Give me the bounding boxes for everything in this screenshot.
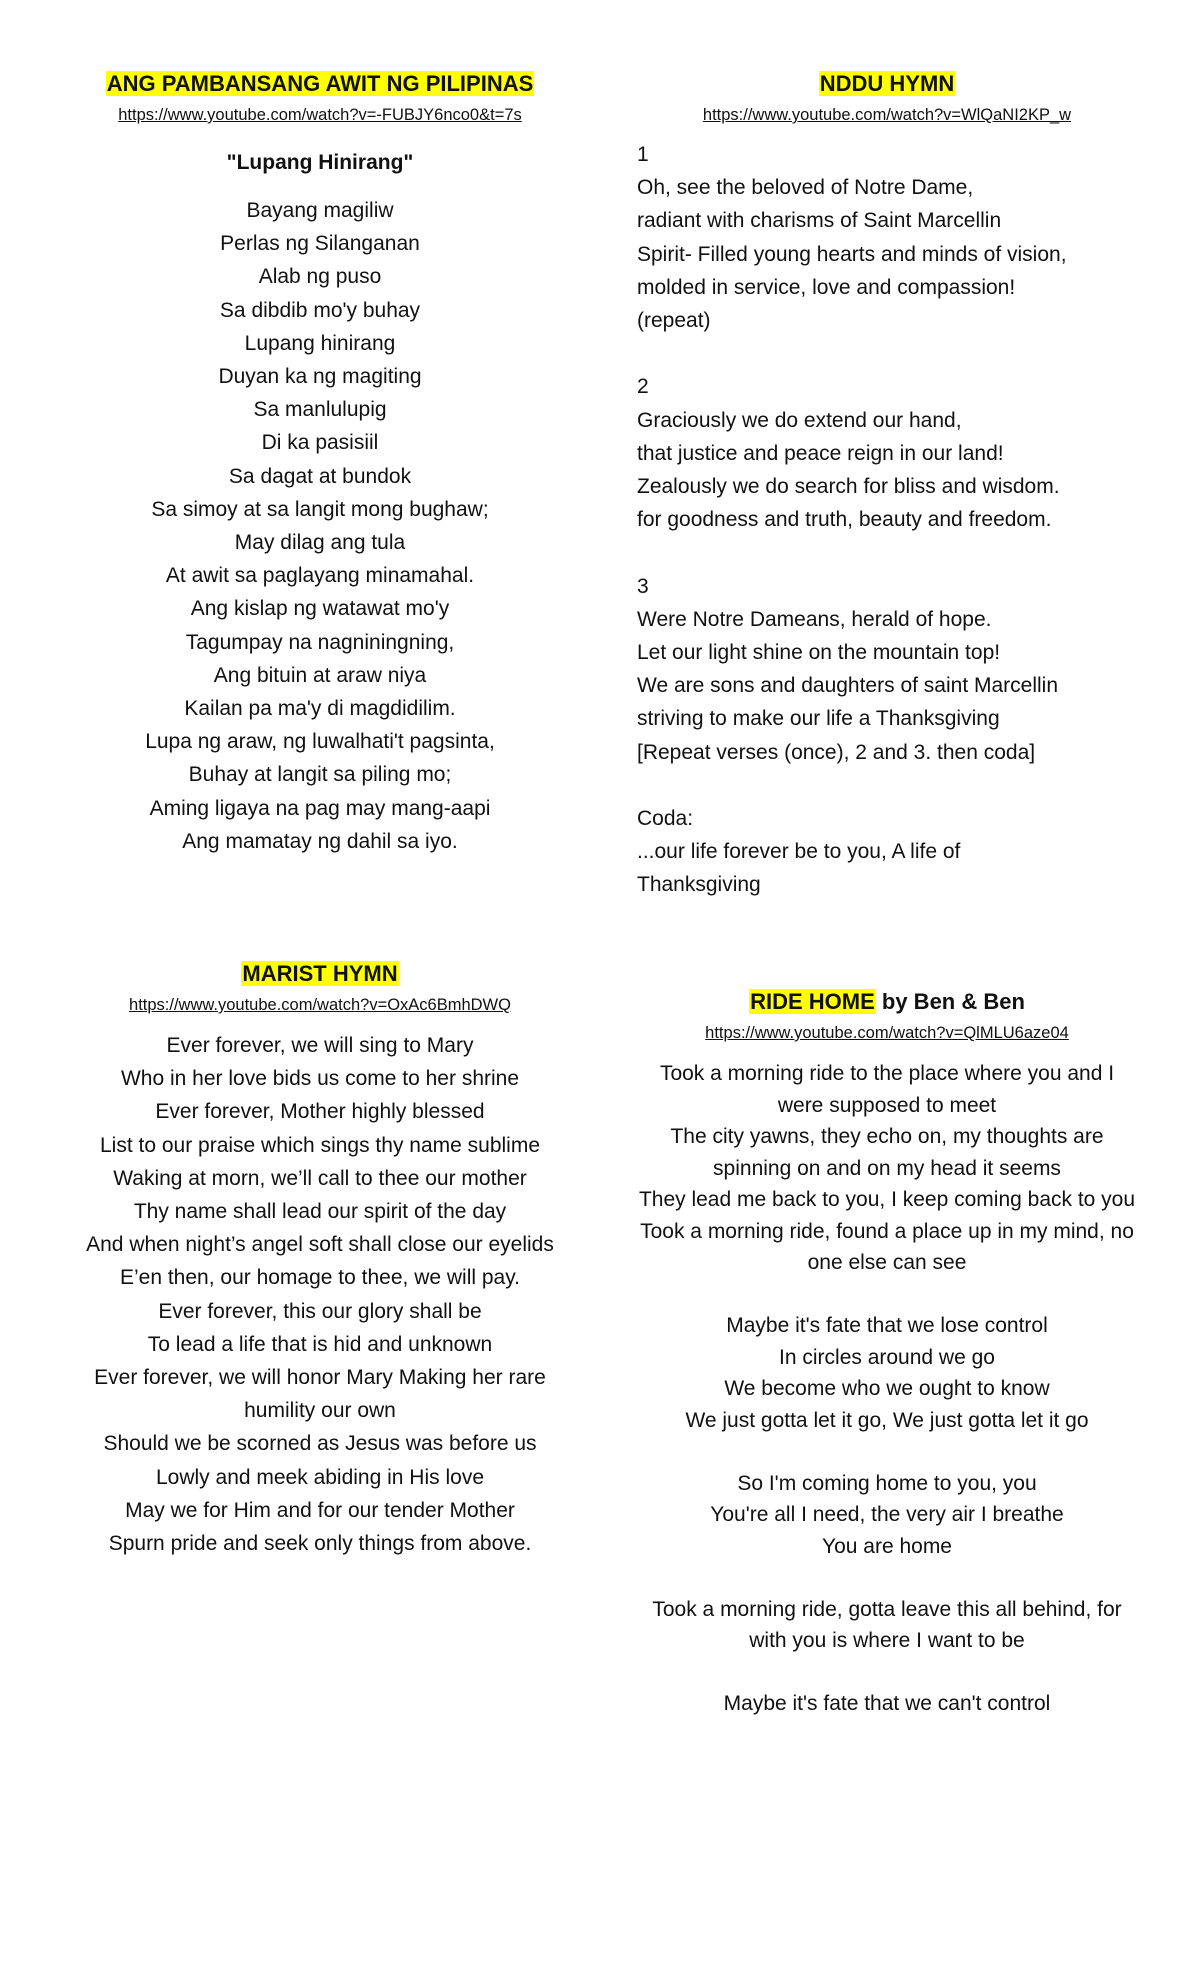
lyric-line: Duyan ka ng magiting xyxy=(218,365,422,389)
lyric-line: Lowly and meek abiding in His love xyxy=(155,1465,484,1489)
stanza-gap xyxy=(637,1657,1137,1689)
lyric-line: Tagumpay na nagniningning, xyxy=(185,630,455,654)
anthem-section xyxy=(62,70,578,858)
marist-title-highlight: MARIST HYMN xyxy=(242,961,398,986)
lyric-line: You're all I need, the very air I breathe xyxy=(710,1503,1064,1526)
lyric-line: Ever forever, we will sing to Mary xyxy=(166,1034,474,1057)
lyric-line: 2 xyxy=(637,375,649,399)
lyric-line: E’en then, our homage to thee, we will pay. xyxy=(119,1266,520,1290)
lyric-line: Zealously we do search for bliss and wisdom. xyxy=(637,475,1060,499)
lyric-line: Spurn pride and seek only things from above. xyxy=(108,1532,532,1556)
ridehome-section xyxy=(637,988,1137,1720)
lyric-line: Coda: xyxy=(637,807,694,831)
lyric-line: Graciously we do extend our hand, xyxy=(637,408,962,432)
lyric-line: Thy name shall lead our spirit of the day xyxy=(133,1200,507,1224)
lyric-line: Di ka pasisiil xyxy=(261,431,379,455)
anthem-youtube-link[interactable]: https://www.youtube.com/watch?v=-FUBJY6nco0&t=7s xyxy=(118,106,522,124)
nddu-lyrics xyxy=(637,138,1137,902)
lyric-line: Perlas ng Silanganan xyxy=(220,232,420,256)
lyric-line: Ever forever, we will honor Mary Making her rare humility our own xyxy=(94,1366,546,1423)
lyric-line: Ang bituin at araw niya xyxy=(213,663,427,687)
lyric-line: The city yawns, they echo on, my thoughts are spinning on and on my head it seems xyxy=(670,1125,1104,1180)
lyric-line: Bayang magiliw xyxy=(246,199,394,222)
lyric-line: Thanksgiving xyxy=(637,873,761,897)
lyric-line: Alab ng puso xyxy=(258,265,382,289)
lyric-line: And when night’s angel soft shall close our eyelids xyxy=(86,1233,554,1257)
lyric-line: To lead a life that is hid and unknown xyxy=(147,1332,493,1356)
lyric-line: Let our light shine on the mountain top! xyxy=(637,641,1001,665)
lyric-line: Took a morning ride, gotta leave this all behind, for with you is where I want to be xyxy=(652,1597,1122,1652)
lyric-line: Lupang hinirang xyxy=(244,331,396,355)
anthem-lyrics xyxy=(62,194,578,858)
stanza-gap xyxy=(637,1279,1137,1311)
nddu-title xyxy=(637,70,1137,98)
lyric-line: Waking at morn, we’ll call to thee our mother xyxy=(113,1166,527,1190)
lyric-line: You are home xyxy=(822,1534,952,1558)
nddu-title-highlight: NDDU HYMN xyxy=(819,71,955,96)
lyric-line: We just gotta let it go, We just gotta let it go xyxy=(685,1408,1089,1432)
lyric-line: We become who we ought to know xyxy=(724,1377,1050,1400)
nddu-youtube-link[interactable]: https://www.youtube.com/watch?v=WlQaNI2KP_w xyxy=(702,106,1072,124)
lyric-line: We are sons and daughters of saint Marcellin xyxy=(637,674,1059,698)
lyric-line: So I'm coming home to you, you xyxy=(737,1471,1037,1495)
lyric-line: [Repeat verses (once), 2 and 3. then coda] xyxy=(637,740,1036,764)
ridehome-title-highlight: RIDE HOME xyxy=(750,989,875,1014)
lyric-line: Sa manlulupig xyxy=(253,398,387,422)
lyric-line: Sa dibdib mo'y buhay xyxy=(219,298,421,322)
anthem-title-highlight: ANG PAMBANSANG AWIT NG PILIPINAS xyxy=(106,71,534,96)
lyric-line: Ever forever, this our glory shall be xyxy=(158,1299,482,1323)
lyric-line: ...our life forever be to you, A life of xyxy=(637,840,961,864)
lyric-line: Who in her love bids us come to her shrine xyxy=(120,1067,520,1091)
lyric-line: Sa dagat at bundok xyxy=(228,464,412,488)
stanza-gap xyxy=(637,769,1137,802)
ridehome-lyrics xyxy=(637,1058,1137,1720)
lyric-line: Lupa ng araw, ng luwalhati't pagsinta, xyxy=(145,730,495,754)
stanza-gap xyxy=(637,1562,1137,1594)
lyric-line: May dilag ang tula xyxy=(234,531,406,555)
lyric-line: 3 xyxy=(637,574,649,598)
lyric-line: At awit sa paglayang minamahal. xyxy=(165,564,475,588)
marist-youtube-link[interactable]: https://www.youtube.com/watch?v=OxAc6BmhDWQ xyxy=(129,996,511,1014)
stanza-gap xyxy=(637,536,1137,569)
lyric-line: radiant with charisms of Saint Marcellin xyxy=(637,209,1002,233)
lyric-line: Aming ligaya na pag may mang-aapi xyxy=(149,796,491,820)
lyric-line: molded in service, love and compassion! xyxy=(637,275,1016,299)
ridehome-youtube-link[interactable]: https://www.youtube.com/watch?v=QlMLU6aze04 xyxy=(705,1024,1069,1042)
marist-lyrics xyxy=(62,1029,578,1560)
lyric-line: Buhay at langit sa piling mo; xyxy=(188,763,452,787)
marist-title xyxy=(62,960,578,988)
lyric-line: Sa simoy at sa langit mong bughaw; xyxy=(151,497,489,521)
lyric-line: Took a morning ride to the place where you and I were supposed to meet xyxy=(659,1062,1115,1117)
ridehome-byline: by Ben & Ben xyxy=(881,989,1025,1014)
lyric-line: Maybe it's fate that we can't control xyxy=(723,1692,1051,1715)
lyric-line: Kailan pa ma'y di magdidilim. xyxy=(184,697,456,721)
lyric-line: Ang mamatay ng dahil sa iyo. xyxy=(182,829,458,853)
anthem-subtitle: "Lupang Hinirang" xyxy=(226,151,414,174)
lyric-line: List to our praise which sings thy name sublime xyxy=(99,1133,541,1157)
lyric-line: (repeat) xyxy=(637,309,711,333)
marist-section xyxy=(62,960,578,1560)
lyric-line: Oh, see the beloved of Notre Dame, xyxy=(637,176,974,200)
lyric-line: Took a morning ride, found a place up in my mind, no one else can see xyxy=(640,1219,1134,1274)
lyric-line: May we for Him and for our tender Mother xyxy=(125,1498,515,1522)
ridehome-title xyxy=(637,988,1137,1016)
lyric-line: Were Notre Dameans, herald of hope. xyxy=(637,607,992,631)
lyric-line: Spirit- Filled young hearts and minds of vision, xyxy=(637,242,1067,266)
lyric-line: that justice and peace reign in our land! xyxy=(637,441,1004,465)
lyric-line: Ever forever, Mother highly blessed xyxy=(155,1100,485,1124)
nddu-section xyxy=(637,70,1137,902)
lyric-line: They lead me back to you, I keep coming back to you xyxy=(638,1188,1136,1211)
lyric-line: Should we be scorned as Jesus was before us xyxy=(103,1432,537,1456)
lyric-line: Maybe it's fate that we lose control xyxy=(726,1314,1048,1337)
stanza-gap xyxy=(637,337,1137,370)
anthem-title xyxy=(62,70,578,98)
stanza-gap xyxy=(637,1436,1137,1468)
lyric-line: Ang kislap ng watawat mo'y xyxy=(190,597,450,621)
lyric-line: for goodness and truth, beauty and freedom. xyxy=(637,508,1052,532)
lyric-line: striving to make our life a Thanksgiving xyxy=(637,707,1000,731)
lyric-line: 1 xyxy=(637,143,649,166)
lyric-line: In circles around we go xyxy=(779,1345,995,1369)
